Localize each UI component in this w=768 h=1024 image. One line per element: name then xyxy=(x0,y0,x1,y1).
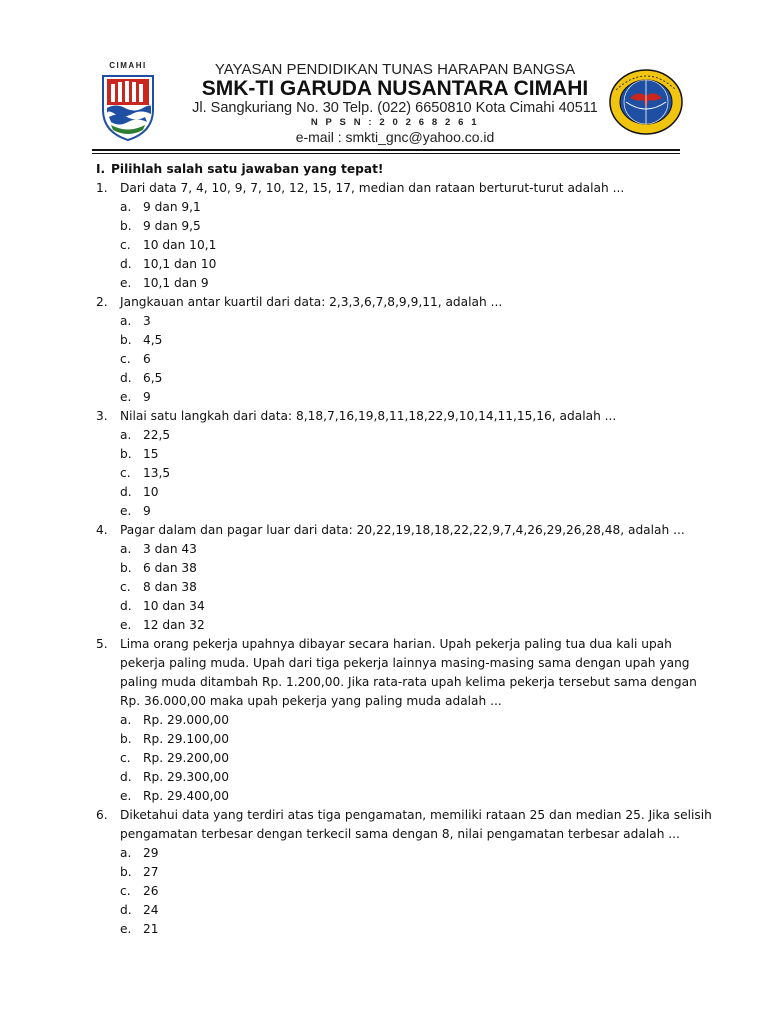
option-letter: b. xyxy=(120,561,132,575)
school-email: e-mail : smkti_gnc@yahoo.co.id xyxy=(295,129,495,145)
answer-option xyxy=(96,901,686,920)
option-letter: c. xyxy=(120,352,131,366)
question-text: paling muda ditambah Rp. 1.200,00. Jika rata-rata upah kelima pekerja tersebut sama dengan xyxy=(120,675,697,689)
question-list xyxy=(96,179,712,939)
option-text: 21 xyxy=(143,922,159,936)
letterhead-rule-thick xyxy=(92,149,680,151)
section-heading xyxy=(96,160,686,179)
question-item xyxy=(96,293,686,407)
option-letter: d. xyxy=(120,599,132,613)
option-text: 27 xyxy=(143,865,159,879)
answer-option xyxy=(96,255,686,274)
question-number: 5. xyxy=(96,637,108,651)
question-text: Dari data 7, 4, 10, 9, 7, 10, 12, 15, 17, median dan rataan berturut-turut adalah ... xyxy=(120,181,625,195)
question-number: 3. xyxy=(96,409,108,423)
option-letter: e. xyxy=(120,789,132,803)
answer-option xyxy=(96,502,686,521)
question-number: 1. xyxy=(96,181,108,195)
option-letter: d. xyxy=(120,257,132,271)
option-text: 10 dan 34 xyxy=(143,599,205,613)
question-item xyxy=(96,521,686,635)
answer-option xyxy=(96,388,686,407)
foundation-name: YAYASAN PENDIDIKAN TUNAS HARAPAN BANGSA xyxy=(214,61,576,78)
letterhead-rule-thin xyxy=(92,153,680,154)
garuda-globe-icon xyxy=(608,68,684,136)
answer-option xyxy=(96,331,686,350)
option-letter: b. xyxy=(120,219,132,233)
city-emblem-label: CIMAHI xyxy=(109,61,147,70)
option-letter: a. xyxy=(120,713,132,727)
option-letter: a. xyxy=(120,428,132,442)
option-text: 22,5 xyxy=(143,428,171,442)
question-text: Rp. 36.000,00 maka upah pekerja yang paling muda adalah ... xyxy=(120,694,502,708)
option-text: 15 xyxy=(143,447,159,461)
answer-option xyxy=(96,882,686,901)
option-letter: e. xyxy=(120,922,132,936)
option-text: 3 dan 43 xyxy=(143,542,197,556)
question-text: Lima orang pekerja upahnya dibayar secara harian. Upah pekerja paling tua dua kali upah xyxy=(120,637,672,651)
option-letter: a. xyxy=(120,200,132,214)
answer-option xyxy=(96,540,686,559)
answer-option xyxy=(96,863,686,882)
option-text: Rp. 29.300,00 xyxy=(143,770,229,784)
answer-option xyxy=(96,844,686,863)
answer-option xyxy=(96,559,686,578)
letterhead-text xyxy=(185,55,605,145)
option-letter: d. xyxy=(120,770,132,784)
answer-option xyxy=(96,730,686,749)
question-number: 2. xyxy=(96,295,108,309)
option-text: 24 xyxy=(143,903,159,917)
option-text: 10,1 dan 10 xyxy=(143,257,217,271)
section-title: Pilihlah salah satu jawaban yang tepat! xyxy=(111,162,384,176)
answer-option xyxy=(96,217,686,236)
option-letter: e. xyxy=(120,504,132,518)
answer-option xyxy=(96,711,686,730)
answer-option xyxy=(96,350,686,369)
answer-option xyxy=(96,445,686,464)
option-text: 8 dan 38 xyxy=(143,580,197,594)
option-letter: a. xyxy=(120,846,132,860)
section-number: I. xyxy=(96,162,106,176)
option-text: Rp. 29.200,00 xyxy=(143,751,229,765)
question-text: Pagar dalam dan pagar luar dari data: 20,22,19,18,18,22,22,9,7,4,26,29,26,28,48, adalah ... xyxy=(120,523,685,537)
option-text: Rp. 29.100,00 xyxy=(143,732,229,746)
option-letter: d. xyxy=(120,485,132,499)
option-letter: b. xyxy=(120,447,132,461)
answer-option xyxy=(96,426,686,445)
option-letter: a. xyxy=(120,314,132,328)
option-text: 6 xyxy=(143,352,151,366)
option-text: 9 dan 9,1 xyxy=(143,200,201,214)
question-item xyxy=(96,179,686,293)
answer-option xyxy=(96,768,686,787)
option-letter: b. xyxy=(120,333,132,347)
question-text: pengamatan terbesar dengan terkecil sama dengan 8, nilai pengamatan terbesar adalah ... xyxy=(120,827,680,841)
school-name: SMK-TI GARUDA NUSANTARA CIMAHI xyxy=(201,77,589,100)
school-npsn: N P S N : 2 0 2 6 8 2 6 1 xyxy=(310,117,480,128)
option-letter: c. xyxy=(120,238,131,252)
cimahi-city-emblem xyxy=(95,61,161,143)
option-text: 3 xyxy=(143,314,151,328)
option-letter: a. xyxy=(120,542,132,556)
option-letter: b. xyxy=(120,732,132,746)
option-letter: c. xyxy=(120,580,131,594)
option-letter: e. xyxy=(120,276,132,290)
option-letter: d. xyxy=(120,371,132,385)
option-letter: c. xyxy=(120,884,131,898)
option-letter: c. xyxy=(120,466,131,480)
letterhead xyxy=(95,55,690,145)
answer-option xyxy=(96,274,686,293)
option-text: 9 xyxy=(143,390,151,404)
option-text: 6 dan 38 xyxy=(143,561,197,575)
answer-option xyxy=(96,597,686,616)
option-letter: e. xyxy=(120,390,132,404)
option-text: 10 xyxy=(143,485,159,499)
option-letter: d. xyxy=(120,903,132,917)
answer-option xyxy=(96,198,686,217)
answer-option xyxy=(96,787,686,806)
city-shield-icon xyxy=(99,72,157,142)
exam-content xyxy=(96,160,712,939)
option-text: 6,5 xyxy=(143,371,163,385)
school-emblem xyxy=(608,68,684,141)
option-text: 13,5 xyxy=(143,466,171,480)
answer-option xyxy=(96,312,686,331)
question-text: Jangkauan antar kuartil dari data: 2,3,3,6,7,8,9,9,11, adalah ... xyxy=(120,295,503,309)
option-letter: b. xyxy=(120,865,132,879)
option-text: 12 dan 32 xyxy=(143,618,205,632)
option-text: 26 xyxy=(143,884,159,898)
answer-option xyxy=(96,464,686,483)
question-number: 4. xyxy=(96,523,108,537)
question-text: pekerja paling muda. Upah dari tiga pekerja lainnya masing-masing sama dengan upah yang xyxy=(120,656,690,670)
answer-option xyxy=(96,483,686,502)
option-text: 10 dan 10,1 xyxy=(143,238,217,252)
question-item xyxy=(96,407,686,521)
option-text: 9 xyxy=(143,504,151,518)
question-text: Diketahui data yang terdiri atas tiga pengamatan, memiliki rataan 25 dan median 25. Jika selisih xyxy=(120,808,712,822)
option-text: 10,1 dan 9 xyxy=(143,276,209,290)
option-letter: e. xyxy=(120,618,132,632)
option-letter: c. xyxy=(120,751,131,765)
answer-option xyxy=(96,578,686,597)
school-address: Jl. Sangkuriang No. 30 Telp. (022) 6650810 Kota Cimahi 40511 xyxy=(192,100,598,116)
question-number: 6. xyxy=(96,808,108,822)
option-text: Rp. 29.400,00 xyxy=(143,789,229,803)
answer-option xyxy=(96,236,686,255)
option-text: 9 dan 9,5 xyxy=(143,219,201,233)
option-text: Rp. 29.000,00 xyxy=(143,713,229,727)
option-text: 4,5 xyxy=(143,333,163,347)
answer-option xyxy=(96,616,686,635)
question-item xyxy=(96,806,712,939)
answer-option xyxy=(96,369,686,388)
question-item xyxy=(96,635,697,806)
answer-option xyxy=(96,920,686,939)
option-text: 29 xyxy=(143,846,159,860)
question-text: Nilai satu langkah dari data: 8,18,7,16,19,8,11,18,22,9,10,14,11,15,16, adalah ... xyxy=(120,409,617,423)
answer-option xyxy=(96,749,686,768)
